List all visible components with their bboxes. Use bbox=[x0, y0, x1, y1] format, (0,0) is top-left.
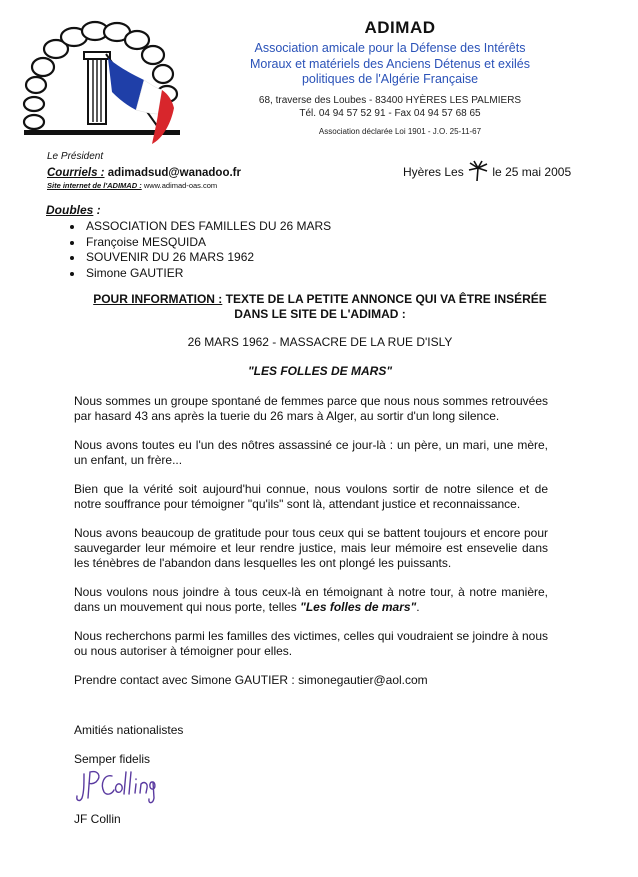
paragraph-text: Nous voulons nous joindre à tous ceux-là en témoignant à notre tour, à notre manière, dans un mouvement qui nous porte, telles bbox=[74, 585, 548, 614]
website-label: Site internet de l'ADIMAD : bbox=[47, 181, 142, 190]
email-line bbox=[47, 167, 241, 179]
description-line: Association amicale pour la Défense des Intérêts bbox=[254, 41, 526, 55]
paragraph bbox=[74, 585, 548, 615]
copies-colon: : bbox=[93, 203, 101, 217]
heading-label: POUR INFORMATION : bbox=[93, 292, 223, 306]
paragraph: Nous recherchons parmi les familles des victimes, celles qui voudraient se joindre à nous ou nous autoriser à témoigner pour elles. bbox=[74, 629, 548, 658]
phone-fax: Tél. 04 94 57 52 91 - Fax 04 94 57 68 65 bbox=[299, 108, 481, 119]
heading-text-line2: DANS LE SITE DE L'ADIMAD : bbox=[234, 307, 406, 321]
description-line: Moraux et matériels des Anciens Détenus et exilés bbox=[250, 56, 530, 71]
email-label: Courriels : bbox=[47, 167, 105, 179]
organization-description bbox=[200, 41, 580, 88]
website-line bbox=[47, 181, 217, 190]
paragraph: Bien que la vérité soit aujourd'hui connue, nous voulons sortir de notre silence et de notre souffrance pour témoigner "qu'ils" sont là, attendant justice et reconnaissance. bbox=[74, 482, 548, 511]
paragraph: Nous avons beaucoup de gratitude pour tous ceux qui se battent toujours et encore pour sauvegarder leur mémoire et leur rendre justice, mais leur mémoire est ensevelie dans les ténèbres de l'abandon dans lesquelles les ont plongé les puissants. bbox=[74, 526, 548, 570]
list-item: • ASSOCIATION DES FAMILLES DU 26 MARS bbox=[84, 219, 331, 235]
signer-name: JF Collin bbox=[74, 812, 121, 826]
contact-paragraph: Prendre contact avec Simone GAUTIER : simonegautier@aol.com bbox=[74, 673, 428, 687]
copies-recipient-list bbox=[62, 219, 331, 281]
list-item: • SOUVENIR DU 26 MARS 1962 bbox=[84, 250, 331, 266]
announcement-title: "LES FOLLES DE MARS" bbox=[247, 364, 393, 378]
paragraph-end: . bbox=[416, 600, 420, 614]
organization-name: ADIMAD bbox=[364, 18, 436, 37]
palm-tree-icon bbox=[467, 160, 489, 182]
information-heading bbox=[60, 292, 580, 322]
emphasis-text: "Les folles de mars" bbox=[300, 600, 417, 614]
paragraph: Nous sommes un groupe spontané de femmes parce que nous nous sommes retrouvées par hasard 43 ans après la tuerie du 26 mars à Alger, au sortir d'un long silence. bbox=[74, 394, 548, 423]
organization-contact bbox=[230, 94, 550, 120]
list-item: • Simone GAUTIER bbox=[84, 266, 331, 282]
adimad-logo bbox=[20, 18, 185, 148]
paragraph: Nous avons toutes eu l'un des nôtres assassiné ce jour-là : un père, un mari, une mère, un enfant, un frère... bbox=[74, 438, 548, 467]
date-value: le 25 mai 2005 bbox=[492, 165, 572, 179]
event-title: 26 MARS 1962 - MASSACRE DE LA RUE D'ISLY bbox=[187, 335, 453, 349]
email-address[interactable]: adimadsud@wanadoo.fr bbox=[107, 167, 241, 179]
legal-registration: Association déclarée Loi 1901 - J.O. 25-11-67 bbox=[318, 127, 482, 136]
closing-greeting: Amitiés nationalistes bbox=[74, 723, 184, 737]
heading-text: TEXTE DE LA PETITE ANNONCE QUI VA ÊTRE INSÉRÉE bbox=[222, 292, 547, 306]
handwritten-signature bbox=[74, 768, 164, 808]
date-line bbox=[403, 160, 571, 182]
closing-motto: Semper fidelis bbox=[74, 752, 151, 766]
list-item: • Françoise MESQUIDA bbox=[84, 235, 331, 251]
copies-heading bbox=[46, 203, 101, 217]
sender-role: Le Président bbox=[47, 151, 104, 162]
copies-label: Doubles bbox=[46, 203, 94, 217]
date-prefix: Hyères Les bbox=[403, 165, 464, 179]
website-url[interactable]: www.adimad-oas.com bbox=[143, 181, 218, 190]
description-line: politiques de l'Algérie Française bbox=[301, 72, 479, 86]
announcement-body bbox=[74, 394, 548, 702]
postal-address: 68, traverse des Loubes - 83400 HYÈRES LES PALMIERS bbox=[258, 95, 522, 106]
